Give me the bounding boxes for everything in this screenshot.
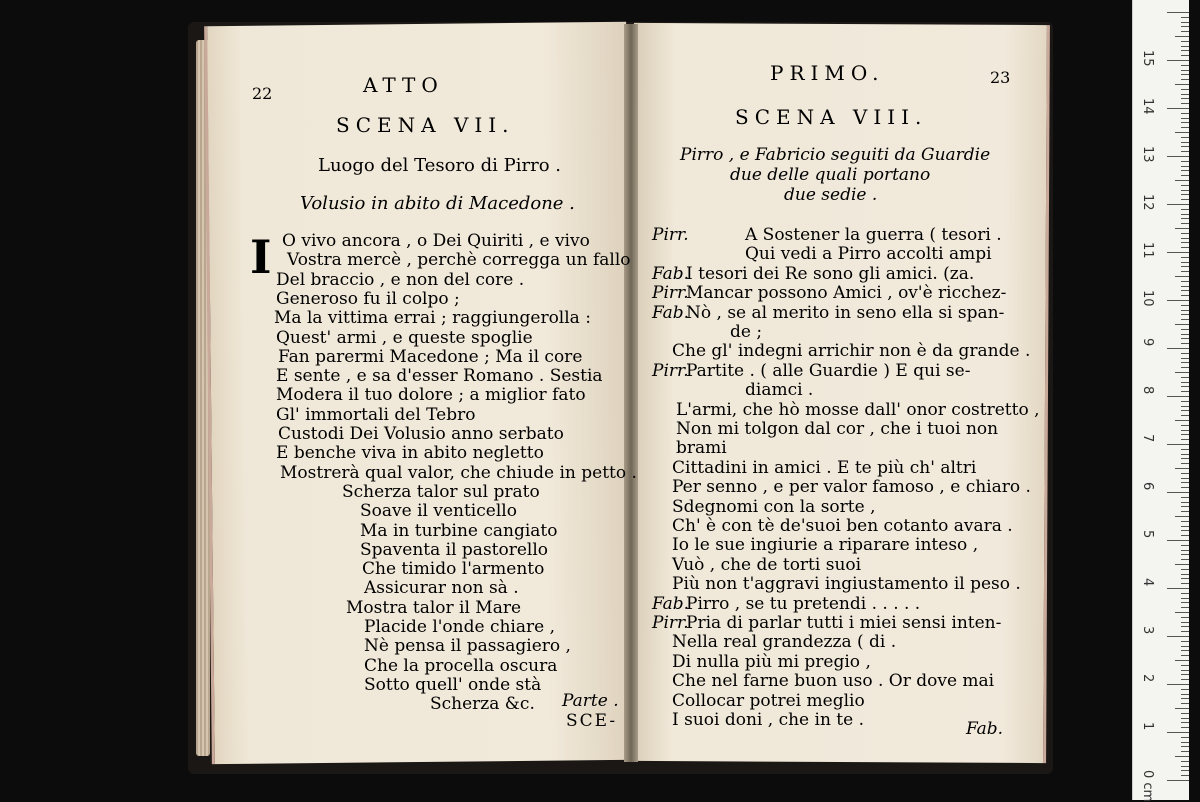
ruler-tick [1181, 742, 1189, 743]
speaker-label: Fab. [652, 263, 690, 284]
verse-line: Soave il venticello [360, 501, 517, 522]
ruler-tick [1175, 228, 1189, 229]
dialogue-line: I suoi doni , che in te . [672, 710, 865, 730]
speaker-label: Fab. [652, 302, 690, 323]
verse-line: Spaventa il pastorello [360, 539, 549, 560]
ruler-tick [1181, 142, 1189, 143]
ruler-tick [1167, 636, 1189, 637]
ruler-tick [1181, 314, 1189, 315]
ruler-tick [1181, 641, 1189, 642]
ruler-tick [1175, 324, 1189, 325]
dialogue-line: Mancar possono Amici , ov'è ricchez- [686, 283, 1007, 304]
ruler-tick [1181, 593, 1189, 594]
ruler-tick [1181, 626, 1189, 627]
ruler-tick [1181, 218, 1189, 219]
verse-line: Mostra talor il Mare [346, 597, 522, 618]
ruler-tick [1181, 434, 1189, 435]
ruler-tick [1181, 50, 1189, 51]
ruler-tick [1181, 382, 1189, 383]
ruler-tick [1181, 209, 1189, 210]
dialogue-line: diamci . [745, 380, 814, 401]
dialogue-line: Pria di parlar tutti i miei sensi inten- [686, 613, 1002, 633]
dialogue-line: Io le sue ingiurie a riparare inteso , [672, 535, 979, 556]
ruler-tick [1181, 511, 1189, 512]
ruler-tick [1181, 473, 1189, 474]
ruler-tick [1181, 607, 1189, 608]
ruler-tick [1181, 502, 1189, 503]
ruler-tick [1175, 756, 1189, 757]
ruler-tick [1181, 334, 1189, 335]
verse-line: Quest' armi , e queste spoglie [276, 327, 533, 348]
ruler-tick [1181, 329, 1189, 330]
ruler-tick [1181, 353, 1189, 354]
ruler-tick [1175, 372, 1189, 373]
measuring-ruler [1132, 0, 1189, 800]
verse-line: Mostrerà qual valor, che chiude in petto . [280, 462, 637, 483]
ruler-tick [1167, 108, 1189, 109]
ruler-tick [1181, 358, 1189, 359]
ruler-tick [1181, 46, 1189, 47]
ruler-tick [1181, 185, 1189, 186]
ruler-tick [1181, 530, 1189, 531]
ruler-tick [1181, 401, 1189, 402]
ruler-tick [1175, 36, 1189, 37]
ruler-tick [1181, 497, 1189, 498]
verse-line: O vivo ancora , o Dei Quiriti , e vivo [282, 231, 590, 251]
ruler-tick [1181, 646, 1189, 647]
ruler-tick [1181, 194, 1189, 195]
ruler-tick [1181, 698, 1189, 699]
dialogue-line: Pirro , se tu pretendi . . . . . [686, 593, 921, 614]
ruler-tick [1181, 41, 1189, 42]
ruler-tick [1181, 89, 1189, 90]
ruler-tick [1167, 588, 1189, 589]
ruler-tick [1167, 780, 1189, 781]
ruler-tick [1181, 233, 1189, 234]
ruler-tick [1181, 362, 1189, 363]
ruler-number: 11 [1140, 242, 1155, 259]
ruler-tick [1181, 242, 1189, 243]
ruler-tick [1181, 713, 1189, 714]
ruler-tick [1167, 444, 1189, 445]
ruler-tick [1181, 118, 1189, 119]
ruler-tick [1181, 463, 1189, 464]
ruler-tick [1175, 84, 1189, 85]
ruler-tick [1181, 679, 1189, 680]
ruler-tick [1181, 550, 1189, 551]
ruler-tick [1175, 564, 1189, 565]
dialogue-line: Collocar potrei meglio [672, 690, 865, 711]
ruler-tick [1181, 650, 1189, 651]
ruler-tick [1181, 262, 1189, 263]
ruler-tick [1181, 319, 1189, 320]
ruler-number: 4 [1140, 578, 1155, 587]
ruler-number: 2 [1140, 674, 1155, 683]
ruler-tick [1181, 578, 1189, 579]
verse-line: E sente , e sa d'esser Romano . Sestia [276, 366, 603, 387]
dialogue-line: Di nulla più mi pregio , [672, 651, 871, 672]
left-scene-title: SCENA VII. [336, 113, 515, 137]
verse-line: E benche viva in abito negletto [276, 443, 544, 464]
ruler-tick [1181, 689, 1189, 690]
ruler-tick [1175, 180, 1189, 181]
ruler-tick [1181, 535, 1189, 536]
ruler-tick [1181, 670, 1189, 671]
ruler-tick [1181, 146, 1189, 147]
ruler-tick [1181, 70, 1189, 71]
ruler-number: 0 cm [1140, 770, 1155, 802]
left-page-number: 22 [252, 84, 273, 103]
verse-line: Vostra mercè , perchè corregga un fallo [287, 250, 631, 271]
ruler-tick [1181, 454, 1189, 455]
ruler-tick [1167, 156, 1189, 157]
ruler-tick [1175, 660, 1189, 661]
right-scene-title: SCENA VIII. [735, 105, 928, 129]
ruler-tick [1167, 540, 1189, 541]
dialogue-line: A Sostener la guerra ( tesori . [745, 225, 1002, 245]
ruler-tick [1181, 766, 1189, 767]
ruler-tick [1181, 458, 1189, 459]
speaker-label: Pirr. [652, 360, 689, 381]
left-setting: Luogo del Tesoro di Pirro . [318, 155, 561, 176]
verse-line: Fan parermi Macedone ; Ma il core [278, 346, 583, 367]
dialogue-line: Qui vedi a Pirro accolti ampi [745, 244, 992, 265]
ruler-tick [1181, 295, 1189, 296]
dialogue-line: Partite . ( alle Guardie ) E qui se- [686, 360, 971, 381]
dialogue-line: Che nel farne buon uso . Or dove mai [672, 671, 995, 692]
ruler-number: 5 [1140, 530, 1155, 539]
ruler-tick [1175, 420, 1189, 421]
ruler-tick [1181, 286, 1189, 287]
ruler-tick [1181, 751, 1189, 752]
ruler-tick [1181, 430, 1189, 431]
right-stage-direction-1: Pirro , e Fabricio seguiti da Guardie [680, 145, 991, 165]
ruler-tick [1181, 199, 1189, 200]
verse-line: Ma in turbine cangiato [360, 520, 558, 541]
ruler-tick [1181, 737, 1189, 738]
ruler-tick [1181, 247, 1189, 248]
ruler-tick [1181, 166, 1189, 167]
ruler-tick [1181, 113, 1189, 114]
dialogue-line: Ch' è con tè de'suoi ben cotanto avara . [672, 516, 1013, 536]
verse-line: Placide l'onde chiare , [364, 617, 555, 637]
ruler-tick [1181, 694, 1189, 695]
right-stage-direction-3: due sedie . [784, 185, 878, 205]
speaker-label: Pirr. [652, 225, 689, 245]
verse-line: Gl' immortali del Tebro [276, 404, 476, 425]
ruler-tick [1181, 746, 1189, 747]
left-catchword: SCE- [566, 711, 618, 731]
ruler-tick [1175, 612, 1189, 613]
dialogue-line: Per senno , e per valor famoso , e chiaro . [672, 477, 1031, 498]
dialogue-line: brami [676, 438, 727, 459]
ruler-number: 1 [1140, 722, 1155, 731]
ruler-tick [1181, 122, 1189, 123]
ruler-tick [1181, 170, 1189, 171]
ruler-tick [1181, 761, 1189, 762]
ruler-tick [1181, 214, 1189, 215]
ruler-tick [1181, 257, 1189, 258]
verse-line: Scherza &c. [430, 694, 535, 715]
ruler-tick [1181, 65, 1189, 66]
ruler-tick [1181, 98, 1189, 99]
verse-line: Assicurar non sà . [364, 578, 519, 599]
ruler-tick [1181, 26, 1189, 27]
ruler-tick [1181, 718, 1189, 719]
ruler-tick [1181, 622, 1189, 623]
ruler-tick [1181, 151, 1189, 152]
ruler-number: 8 [1140, 386, 1155, 395]
ruler-tick [1181, 617, 1189, 618]
ruler-tick [1181, 271, 1189, 272]
ruler-tick [1181, 526, 1189, 527]
ruler-tick [1181, 439, 1189, 440]
speaker-label: Fab. [652, 593, 690, 614]
dialogue-line: Nò , se al merito in seno ella si span- [686, 302, 1005, 323]
ruler-tick [1181, 554, 1189, 555]
ruler-tick [1181, 94, 1189, 95]
ruler-tick [1181, 775, 1189, 776]
ruler-tick [1175, 708, 1189, 709]
ruler-tick [1181, 506, 1189, 507]
ruler-tick [1181, 559, 1189, 560]
ruler-tick [1181, 31, 1189, 32]
ruler-tick [1181, 674, 1189, 675]
verse-line: Generoso fu il colpo ; [276, 288, 460, 309]
speaker-label: Pirr. [652, 283, 689, 304]
dialogue-line: Che gl' indegni arrichir non è da grande . [672, 341, 1031, 362]
ruler-tick [1181, 410, 1189, 411]
ruler-tick [1181, 770, 1189, 771]
ruler-tick [1175, 468, 1189, 469]
dialogue-line: Non mi tolgon dal cor , che i tuoi non [676, 419, 999, 439]
ruler-tick [1181, 478, 1189, 479]
ruler-tick [1181, 574, 1189, 575]
ruler-tick [1181, 266, 1189, 267]
verse-line: Custodi Dei Volusio anno serbato [278, 424, 564, 444]
dialogue-line: L'armi, che hò mosse dall' onor costretto , [676, 399, 1040, 420]
ruler-tick [1181, 22, 1189, 23]
ruler-tick [1167, 60, 1189, 61]
ruler-tick [1181, 161, 1189, 162]
ruler-number: 10 [1140, 290, 1155, 307]
ruler-tick [1181, 367, 1189, 368]
ruler-number: 14 [1140, 98, 1155, 115]
ruler-tick [1167, 684, 1189, 685]
ruler-number: 12 [1140, 194, 1155, 211]
ruler-tick [1181, 377, 1189, 378]
ruler-tick [1181, 137, 1189, 138]
ruler-tick [1181, 665, 1189, 666]
ruler-tick [1181, 386, 1189, 387]
ruler-tick [1181, 391, 1189, 392]
left-stage-direction: Volusio in abito di Macedone . [300, 193, 575, 214]
dialogue-line: I tesori dei Re sono gli amici. (za. [686, 263, 975, 284]
ruler-tick [1181, 310, 1189, 311]
dialogue-line: de ; [730, 322, 763, 342]
ruler-tick [1167, 300, 1189, 301]
ruler-tick [1181, 602, 1189, 603]
ruler-tick [1181, 17, 1189, 18]
ruler-tick [1181, 55, 1189, 56]
ruler-number: 3 [1140, 626, 1155, 635]
ruler-tick [1181, 343, 1189, 344]
ruler-tick [1181, 482, 1189, 483]
right-page-number: 23 [990, 68, 1011, 87]
dialogue-line: Nella real grandezza ( di . [672, 632, 897, 653]
ruler-tick [1181, 449, 1189, 450]
ruler-tick [1181, 79, 1189, 80]
ruler-tick [1175, 276, 1189, 277]
left-exit-note: Parte . [562, 691, 619, 711]
verse-line: Ma la vittima errai ; raggiungerolla : [274, 308, 591, 329]
ruler-tick [1181, 583, 1189, 584]
verse-line: Sotto quell' onde stà [364, 674, 542, 695]
ruler-tick [1167, 204, 1189, 205]
ruler-tick [1181, 338, 1189, 339]
speaker-label: Pirr. [652, 613, 689, 633]
ruler-tick [1181, 727, 1189, 728]
ruler-tick [1181, 722, 1189, 723]
ruler-tick [1181, 487, 1189, 488]
ruler-tick [1181, 415, 1189, 416]
verse-line: Scherza talor sul prato [342, 481, 540, 502]
ruler-number: 13 [1140, 146, 1155, 163]
ruler-tick [1181, 281, 1189, 282]
ruler-number: 7 [1140, 434, 1155, 443]
ruler-tick [1181, 305, 1189, 306]
ruler-tick [1175, 516, 1189, 517]
verse-line: Che timido l'armento [362, 559, 545, 580]
right-catchword: Fab. [966, 719, 1004, 739]
verse-line: Modera il tuo dolore ; a miglior fato [276, 385, 586, 406]
ruler-tick [1181, 103, 1189, 104]
ruler-tick [1181, 631, 1189, 632]
right-running-head: PRIMO. [770, 61, 885, 85]
ruler-number: 15 [1140, 50, 1155, 67]
verse-line: Del braccio , e non del core . [276, 269, 525, 290]
ruler-tick [1181, 175, 1189, 176]
ruler-tick [1181, 406, 1189, 407]
ruler-tick [1181, 74, 1189, 75]
ruler-tick [1181, 598, 1189, 599]
dialogue-line: Cittadini in amici . E te più ch' altri [672, 457, 977, 478]
ruler-tick [1181, 703, 1189, 704]
drop-cap: I [250, 230, 272, 284]
ruler-tick [1181, 223, 1189, 224]
ruler-number: 9 [1140, 338, 1155, 347]
ruler-number: 6 [1140, 482, 1155, 491]
ruler-tick [1167, 252, 1189, 253]
dialogue-line: Vuò , che de torti suoi [672, 554, 862, 575]
ruler-tick [1181, 569, 1189, 570]
ruler-tick [1167, 492, 1189, 493]
ruler-tick [1167, 732, 1189, 733]
ruler-tick [1167, 12, 1189, 13]
ruler-tick [1181, 290, 1189, 291]
verse-line: Nè pensa il passagiero , [364, 636, 571, 657]
ruler-tick [1181, 127, 1189, 128]
right-stage-direction-2: due delle quali portano [730, 165, 931, 185]
ruler-tick [1167, 396, 1189, 397]
ruler-tick [1167, 348, 1189, 349]
verse-line: Che la procella oscura [364, 655, 558, 676]
ruler-tick [1181, 425, 1189, 426]
ruler-tick [1181, 521, 1189, 522]
ruler-tick [1181, 190, 1189, 191]
left-running-head: ATTO [363, 73, 444, 97]
ruler-tick [1175, 132, 1189, 133]
book-gutter [624, 24, 638, 762]
dialogue-line: Sdegnomi con la sorte , [672, 496, 876, 517]
dialogue-line: Più non t'aggravi ingiustamento il peso . [672, 574, 1021, 595]
ruler-tick [1181, 238, 1189, 239]
ruler-tick [1181, 655, 1189, 656]
ruler-tick [1181, 545, 1189, 546]
